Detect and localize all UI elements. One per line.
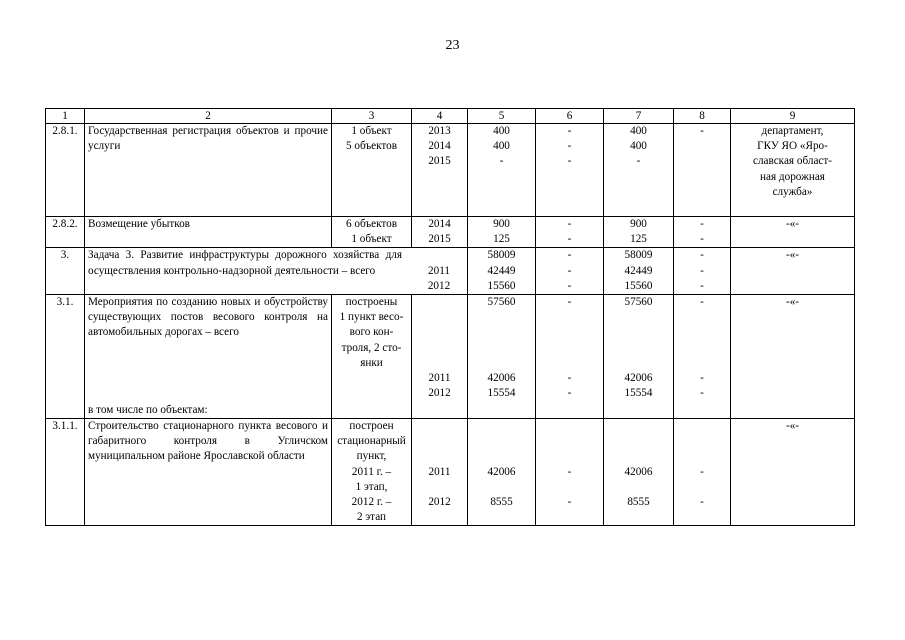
amount-cell: - - - <box>536 124 604 217</box>
amount-cell: 57560 42006 15554 <box>604 295 674 419</box>
row-number-cell: 3. <box>46 248 85 295</box>
row-number-cell: 3.1. <box>46 295 85 419</box>
header-cell: 9 <box>731 109 855 124</box>
description-cell: Возмещение убытков <box>85 217 332 248</box>
row-number-cell: 2.8.1. <box>46 124 85 217</box>
table-row <box>46 295 855 419</box>
amount-cell: 42006 8555 <box>604 419 674 526</box>
amount-cell: - - - <box>536 295 604 419</box>
quantity-cell: построен стационарный пункт, 2011 г. – 1 этап, 2012 г. – 2 этап <box>332 419 412 526</box>
amount-cell: 900 125 <box>604 217 674 248</box>
amount-cell: 900 125 <box>468 217 536 248</box>
amount-cell: - - - <box>674 248 731 295</box>
amount-cell: - <box>674 124 731 217</box>
executor-cell: -«- <box>731 295 855 419</box>
table-row <box>46 217 855 248</box>
executor-cell: департамент, ГКУ ЯО «Яро- славская област- ная дорожная служба» <box>731 124 855 217</box>
header-cell: 2 <box>85 109 332 124</box>
header-cell: 1 <box>46 109 85 124</box>
year-cell: 2013 2014 2015 <box>412 124 468 217</box>
amount-cell: 400 400 - <box>604 124 674 217</box>
amount-cell: 58009 42449 15560 <box>604 248 674 295</box>
amount-cell: - - <box>674 419 731 526</box>
amount-cell: - - - <box>674 295 731 419</box>
quantity-cell: построены 1 пункт весо- вого кон- троля, 2 сто- янки <box>332 295 412 419</box>
header-cell: 8 <box>674 109 731 124</box>
table-row <box>46 124 855 217</box>
year-list: 2011 2012 <box>427 264 451 292</box>
row-number-cell: 3.1.1. <box>46 419 85 526</box>
header-cell: 5 <box>468 109 536 124</box>
executor-cell: -«- <box>731 217 855 248</box>
amount-cell: 400 400 - <box>468 124 536 217</box>
amount-cell: - - - <box>536 248 604 295</box>
executor-cell: -«- <box>731 419 855 526</box>
header-cell: 6 <box>536 109 604 124</box>
budget-table <box>45 108 855 526</box>
amount-cell: - - <box>674 217 731 248</box>
table-row <box>46 248 855 295</box>
amount-cell: 42006 8555 <box>468 419 536 526</box>
table-header-row <box>46 109 855 124</box>
description-cell: Задача 3. Развитие инфраструктуры дорожного хозяйства для осуществления контрольно-надзорной деятельности – всего 2011 2012 <box>85 248 468 295</box>
quantity-cell: 1 объект 5 объектов <box>332 124 412 217</box>
header-cell: 4 <box>412 109 468 124</box>
executor-cell: -«- <box>731 248 855 295</box>
quantity-cell: 6 объектов 1 объект <box>332 217 412 248</box>
year-cell: 2011 2012 <box>412 419 468 526</box>
amount-cell: 57560 42006 15554 <box>468 295 536 419</box>
description-cell: Государственная регистрация объектов и прочие услуги <box>85 124 332 217</box>
amount-cell: - - <box>536 217 604 248</box>
page-number: 23 <box>445 38 460 53</box>
amount-cell: 58009 42449 15560 <box>468 248 536 295</box>
year-cell: 2014 2015 <box>412 217 468 248</box>
header-cell: 7 <box>604 109 674 124</box>
row-number-cell: 2.8.2. <box>46 217 85 248</box>
year-cell: 2011 2012 <box>412 295 468 419</box>
header-cell: 3 <box>332 109 412 124</box>
subobjects-caption: в том числе по объектам: <box>88 403 208 416</box>
description-cell: Мероприятия по созданию новых и обустройству существующих постов весового контроля на автомобильных дорогах – всего в том числе по объектам: <box>85 295 332 419</box>
description-cell: Строительство стационарного пункта весового и габаритного контроля в Угличском муниципальном районе Ярославской области <box>85 419 332 526</box>
amount-cell: - - <box>536 419 604 526</box>
table-row <box>46 419 855 526</box>
